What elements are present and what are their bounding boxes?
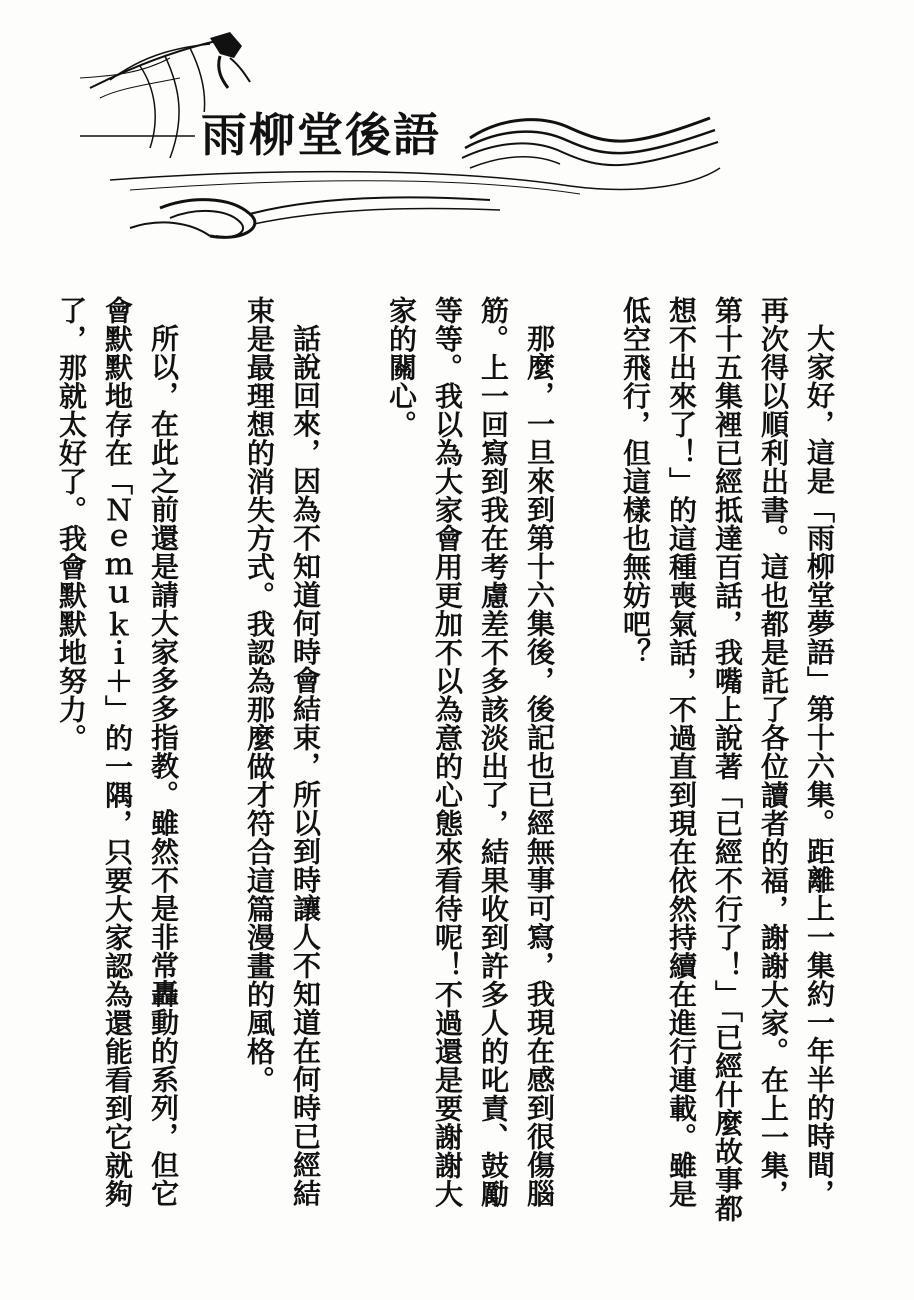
paragraph: 話說回來，因為不知道何時會結束，所以到時讓人不知道在何時已經結束是最理想的消失方式。我認為那麼做才符合這篇漫畫的風格。	[243, 296, 322, 1208]
afterword-text	[40, 296, 870, 1276]
paragraph: 那麼，一旦來到第十六集後，後記也已經無事可寫，我現在感到很傷腦筋。上一回寫到我在考慮差不多該淡出了，結果收到許多人的叱責、鼓勵等等。我以為大家會用更加不以為意的心態來看待呢！不過還是要謝謝大家的關心。	[385, 296, 556, 1208]
paragraph: 大家好，這是「雨柳堂夢語」第十六集。距離上一集約一年半的時間，再次得以順利出書。這也都是託了各位讀者的福，謝謝大家。在上一集，第十五集裡已經抵達百話，我嘴上說著「已經不行了！」「已經什麼故事都想不出來了！」的這種喪氣話，不過直到現在依然持續在進行連載。雖是低空飛行，但這樣也無妨吧？	[619, 296, 836, 1223]
page-title: 雨柳堂後語	[195, 112, 447, 158]
paragraph: 所以，在此之前還是請大家多多指教。雖然不是非常轟動的系列，但它會默默地存在「Ｎｅｍｕｋｉ＋」的一隅，只要大家認為還能看到它就夠了，那就太好了。我會默默地努力。	[55, 296, 180, 1208]
